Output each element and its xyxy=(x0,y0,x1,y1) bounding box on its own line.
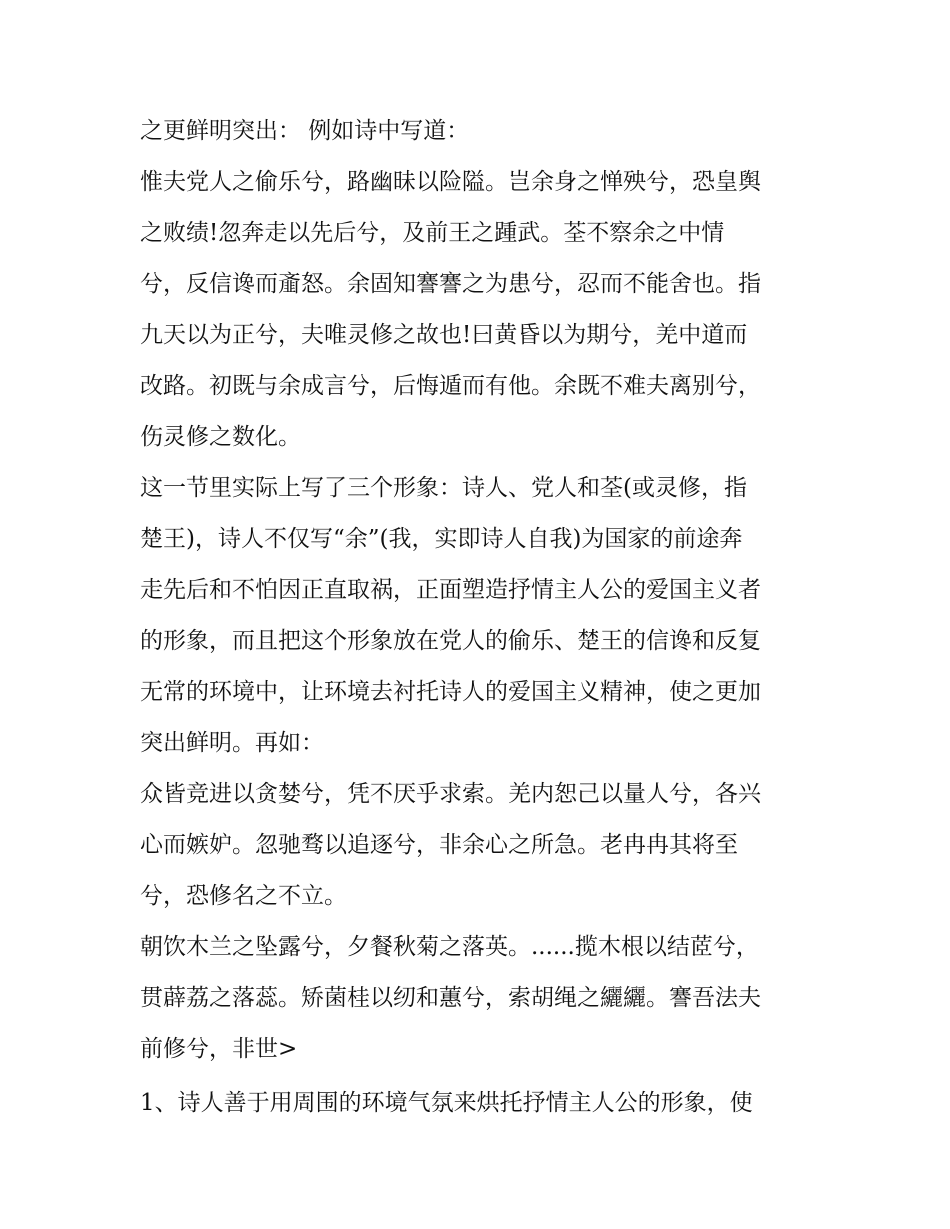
text-line: 伤灵修之数化。 xyxy=(140,424,301,450)
body-text xyxy=(140,106,820,1129)
text-line: 的形象，而且把这个形象放在党人的偷乐、楚王的信谗和反复 xyxy=(140,628,761,654)
text-line: 楚王)，诗人不仅写“余”(我，实即诗人自我)为国家的前途奔 xyxy=(140,526,743,552)
text-line: 心而嫉妒。忽驰骛以追逐兮，非余心之所急。老冉冉其将至 xyxy=(140,832,738,858)
text-line: 贯薜荔之落蕊。矫菌桂以纫和蕙兮，索胡绳之纚纚。謇吾法夫 xyxy=(140,985,761,1011)
text-line: 改路。初既与余成言兮，后悔遁而有他。余既不难夫离别兮， xyxy=(140,373,761,399)
text-line: 无常的环境中，让环境去衬托诗人的爱国主义精神，使之更加 xyxy=(140,679,761,705)
text-line: 众皆竞进以贪婪兮，凭不厌乎求索。羌内恕己以量人兮，各兴 xyxy=(140,781,761,807)
text-line: 惟夫党人之偷乐兮，路幽昧以险隘。岂余身之惮殃兮，恐皇舆 xyxy=(140,169,761,195)
text-line: 走先后和不怕因正直取祸，正面塑造抒情主人公的爱国主义者 xyxy=(140,577,761,603)
text-line: 这一节里实际上写了三个形象：诗人、党人和荃(或灵修，指 xyxy=(140,475,747,501)
text-line: 之更鲜明突出： 例如诗中写道： xyxy=(140,118,470,144)
text-line: 九天以为正兮，夫唯灵修之故也!曰黄昏以为期兮，羌中道而 xyxy=(140,322,748,348)
text-line: 之败绩!忽奔走以先后兮，及前王之踵武。荃不察余之中情 xyxy=(140,220,725,246)
text-line: 兮，反信谗而齑怒。余固知謇謇之为患兮，忍而不能舍也。指 xyxy=(140,271,761,297)
text-line: 朝饮木兰之坠露兮，夕餐秋菊之落英。......揽木根以结茝兮， xyxy=(140,934,759,960)
text-line: 兮，恐修名之不立。 xyxy=(140,883,347,909)
text-line: 前修兮，非世> xyxy=(140,1036,298,1062)
list-item: 1、诗人善于用周围的环境气氛来烘托抒情主人公的形象，使 xyxy=(140,1090,753,1116)
text-line: 突出鲜明。再如： xyxy=(140,730,324,756)
